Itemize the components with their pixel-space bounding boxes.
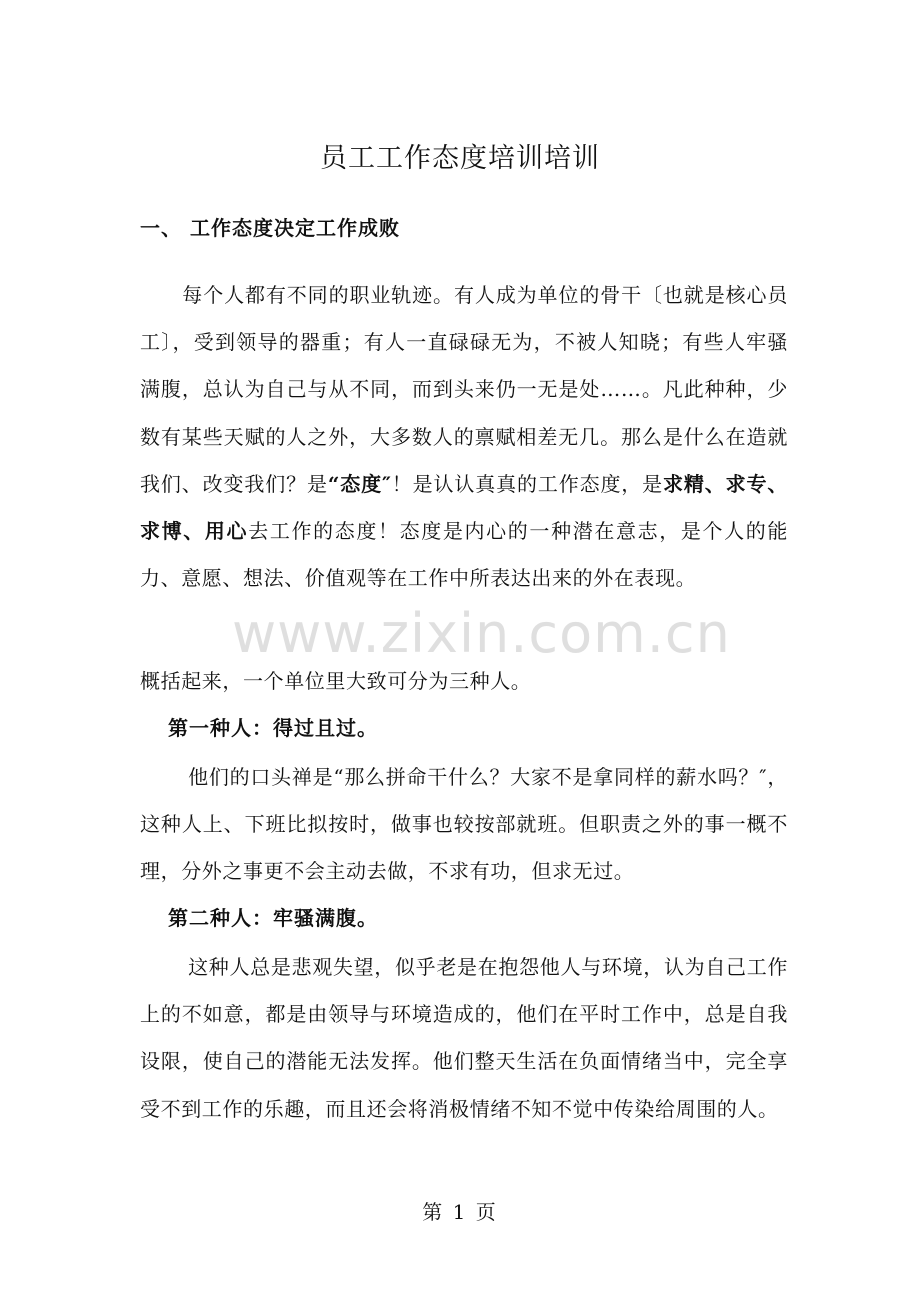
page-number: 第 1 页	[422, 1200, 498, 1224]
paragraph-summary	[140, 658, 788, 705]
type1-heading: 第一种人：得过且过。	[168, 716, 378, 740]
intro-bold-attitude: “态度″	[327, 471, 392, 496]
paragraph-type2	[140, 944, 788, 1133]
section-heading: 一、 工作态度决定工作成败	[140, 216, 400, 240]
document-title: 员工工作态度培训培训	[320, 143, 600, 174]
type1-text: 他们的口头禅是“那么拼命干什么？大家不是拿同样的薪水吗？″，这种人上、下班比拟按时，做事也较按部就班。但职责之外的事一概不理，分外之事更不会主动去做，不求有功，但求无过。	[140, 765, 788, 884]
type2-heading: 第二种人：牢骚满腹。	[168, 906, 378, 930]
paragraph-intro	[140, 272, 788, 602]
summary-text: 概括起来，一个单位里大致可分为三种人。	[140, 669, 532, 693]
intro-text-c: 去工作的态度！态度是内心的一种潜在意志，是个人的能力、意愿、想法、价值观等在工作中所表达出来的外在表现。	[140, 519, 789, 591]
intro-text-a: 每个人都有不同的职业轨迹。有人成为单位的骨干〔也就是核心员工〕，受到领导的器重；有人一直碌碌无为，不被人知晓；有些人牢骚满腹，总认为自己与从不同，而到头来仍一无是处……。凡此种种，少数有某些天赋的人之外，大多数人的禀赋相差无几。那么是什么在造就我们、改变我们？是	[140, 283, 788, 496]
type2-text: 这种人总是悲观失望，似乎老是在抱怨他人与环境，认为自己工作上的不如意，都是由领导与环境造成的，他们在平时工作中，总是自我设限，使自己的潜能无法发挥。他们整天生活在负面情绪当中，完全享受不到工作的乐趣，而且还会将消极情绪不知不觉中传染给周围的人。	[140, 955, 788, 1121]
paragraph-type1	[140, 754, 788, 896]
intro-bold-principles: 求精、求专、求博、用心	[140, 471, 788, 544]
intro-text-b: ！是认认真真的工作态度，是	[391, 471, 664, 496]
watermark: www.zixin.com.cn	[232, 602, 731, 665]
